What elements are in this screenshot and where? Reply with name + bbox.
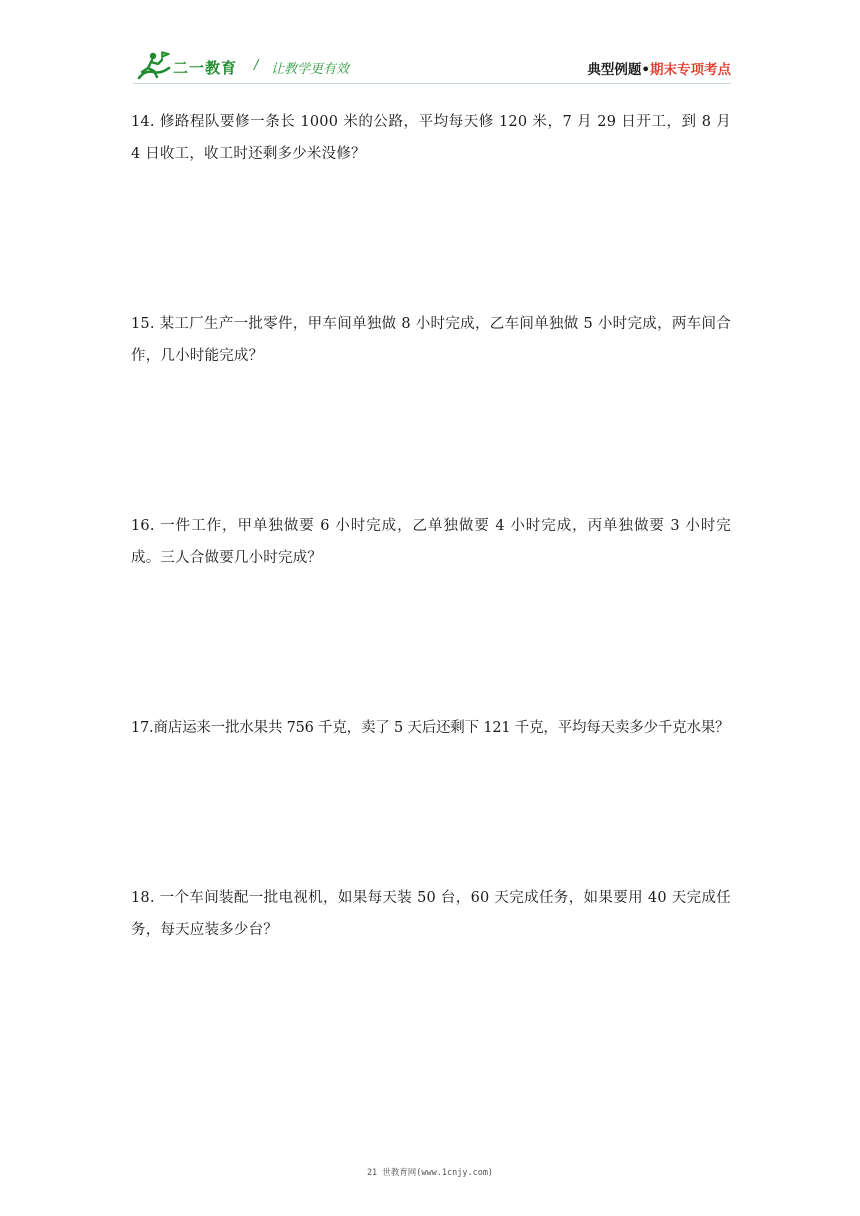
page-footer: 21 世教育网(www.1cnjy.com) [366,1168,494,1178]
question-text: 某工厂生产一批零件，甲车间单独做 8 小时完成，乙车间单独做 5 小时完成，两车间合作，几小时能完成？ [131,316,731,364]
question-17 [131,712,731,744]
question-text: 一件工作，甲单独做要 6 小时完成，乙单独做要 4 小时完成，丙单独做要 3 小时完成。三人合做要几小时完成？ [131,518,731,566]
running-person-flag-icon [133,50,173,82]
brand-logo [133,50,373,82]
question-number: 18. [131,890,155,906]
question-number: 17. [131,720,154,736]
question-15 [131,308,731,372]
page-header [133,50,731,86]
question-14 [131,106,731,170]
brand-separator: / [254,58,259,73]
brand-slogan: 让教学更有效 [271,62,350,77]
question-number: 16. [131,518,155,534]
question-text: 一个车间装配一批电视机，如果每天装 50 台，60 天完成任务，如果要用 40 天完成任务，每天应装多少台？ [131,890,731,938]
question-text: 修路程队要修一条长 1000 米的公路，平均每天修 120 米，7 月 29 日开工，到 8 月 4 日收工，收工时还剩多少米没修？ [131,114,732,162]
header-topic: 期末专项考点 [650,62,731,78]
question-text: 商店运来一批水果共 756 千克，卖了 5 天后还剩下 121 千克，平均每天卖多少千克水果？ [153,720,730,736]
header-divider [133,83,731,84]
question-number: 14. [131,114,155,130]
header-kind: 典型例题• [587,62,650,78]
question-18 [131,882,731,946]
question-16 [131,510,731,574]
brand-name: 二一教育 [173,59,238,77]
header-category [587,58,731,78]
question-number: 15. [131,316,155,332]
